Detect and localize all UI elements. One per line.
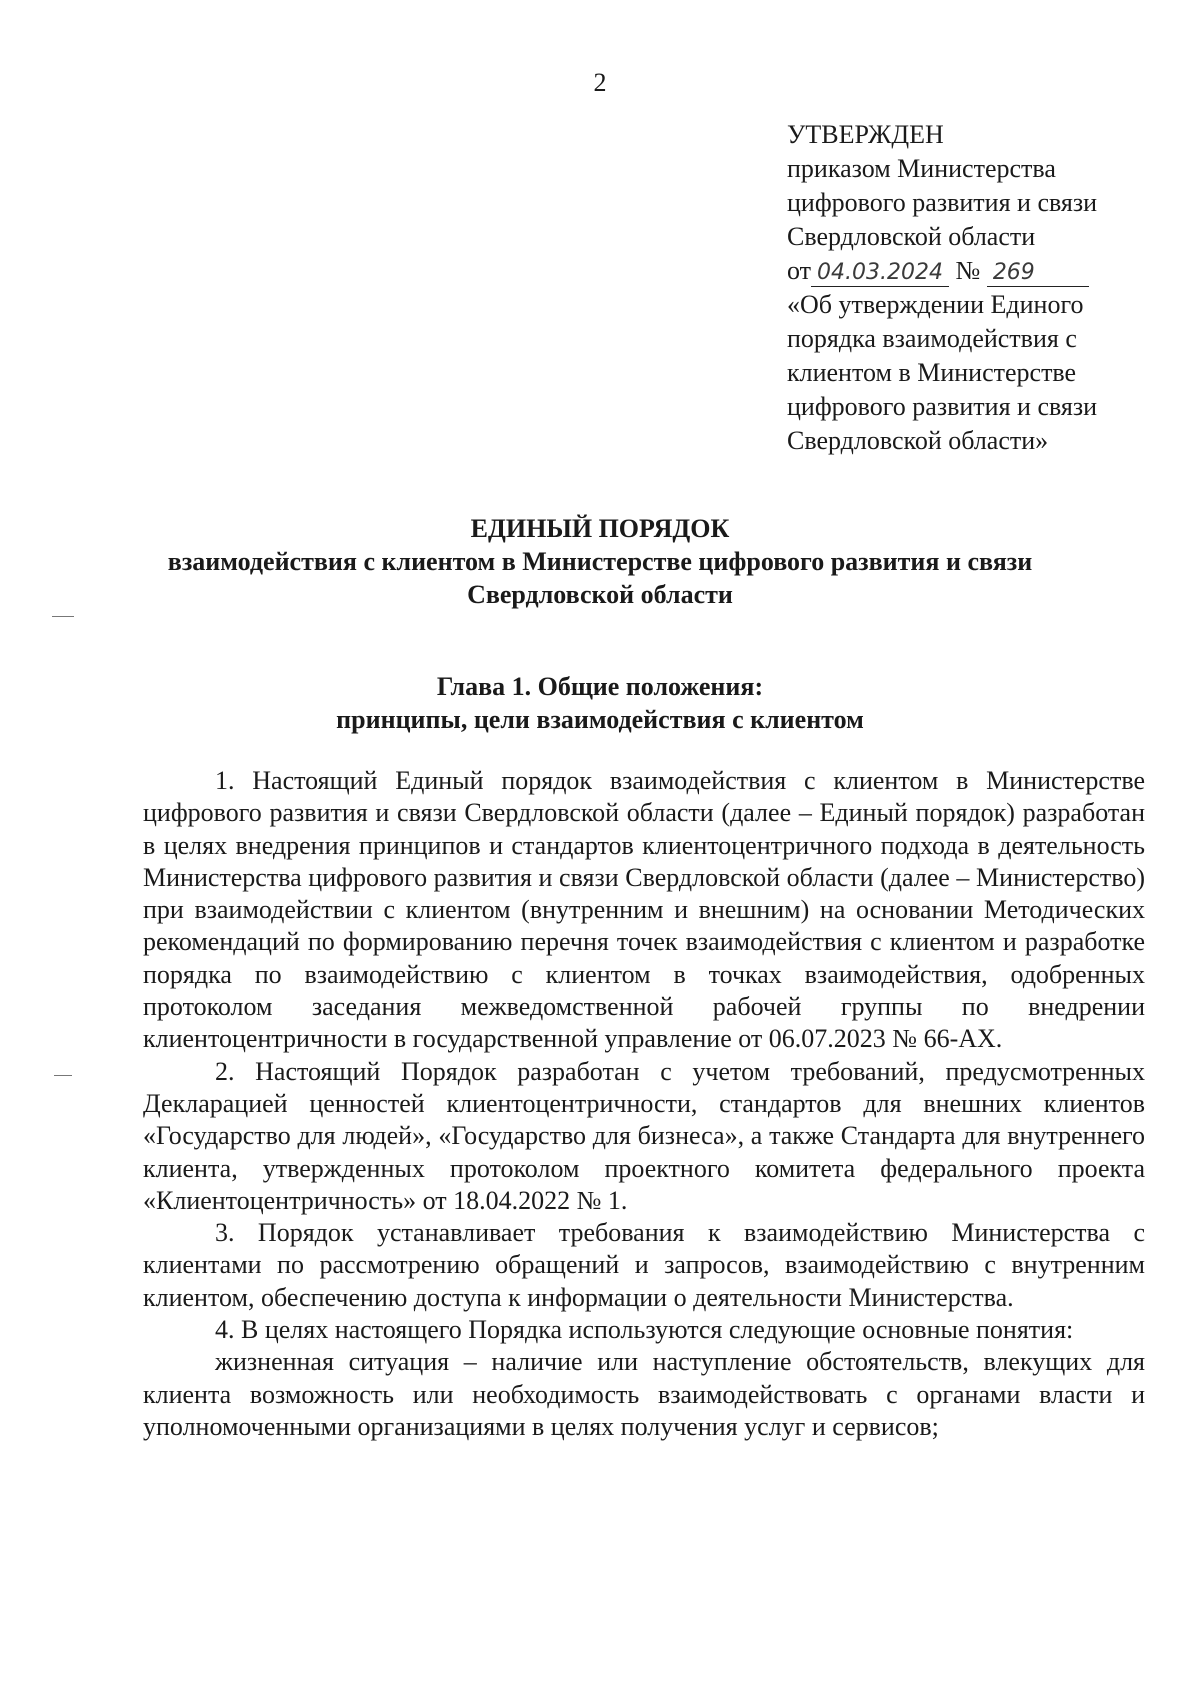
- paragraph: жизненная ситуация – наличие или наступление обстоятельств, влекущих для клиента возможность или необходимость взаимодействовать с органами власти и уполномоченными организациями в целях получения услуг и сервисов;: [143, 1347, 1145, 1441]
- chapter-subtitle: принципы, цели взаимодействия с клиентом: [336, 705, 864, 734]
- approval-line: клиентом в Министерстве: [787, 358, 1077, 387]
- chapter-heading: [0, 670, 1200, 736]
- scan-mark: [52, 616, 74, 617]
- page-number: 2: [593, 68, 607, 97]
- approval-heading: УТВЕРЖДЕН: [787, 120, 944, 149]
- approval-date-line: [787, 254, 1187, 288]
- paragraph: 4. В целях настоящего Порядка используются следующие основные понятия:: [215, 1315, 1074, 1345]
- approval-line: «Об утверждении Единого: [787, 290, 1084, 319]
- approval-line: цифрового развития и связи: [787, 392, 1098, 421]
- approval-line: Свердловской области: [787, 222, 1036, 251]
- handwritten-date: 04.03.2024: [811, 260, 949, 287]
- paragraph: 3. Порядок устанавливает требования к взаимодействию Министерства с клиентами по рассмотрению обращений и запросов, взаимодействию с внутренним клиентом, обеспечению доступа к информации о деятельности Министерства.: [143, 1218, 1145, 1312]
- title-subtitle: Свердловской области: [467, 580, 733, 609]
- handwritten-number: 269: [987, 260, 1089, 287]
- chapter-title: Глава 1. Общие положения:: [436, 672, 764, 701]
- title-main: ЕДИНЫЙ ПОРЯДОК: [470, 514, 730, 543]
- scan-mark: [54, 1075, 72, 1076]
- approval-line: приказом Министерства: [787, 154, 1056, 183]
- document-title: [0, 512, 1200, 611]
- approval-line: Свердловской области»: [787, 426, 1049, 455]
- number-prefix: №: [955, 256, 981, 285]
- approval-line: цифрового развития и связи: [787, 188, 1098, 217]
- approval-stamp-block: [787, 118, 1187, 458]
- date-prefix: от: [787, 256, 812, 285]
- paragraph: 2. Настоящий Порядок разработан с учетом требований, предусмотренных Декларацией ценностей клиентоцентричности, стандартов для внешних клиентов «Государство для людей», «Государство для бизнеса», а также Стандарта для внутреннего клиента, утвержденных протоколом проектного комитета федерального проекта «Клиентоцентричность» от 18.04.2022 № 1.: [143, 1056, 1145, 1215]
- title-subtitle: взаимодействия с клиентом в Министерстве цифрового развития и связи: [167, 547, 1033, 576]
- body-text: [143, 765, 1145, 1443]
- approval-line: порядка взаимодействия с: [787, 324, 1077, 353]
- paragraph: 1. Настоящий Единый порядок взаимодействия с клиентом в Министерстве цифрового развития и связи Свердловской области (далее – Единый порядок) разработан в целях внедрения принципов и стандартов клиентоцентричного подхода в деятельность Министерства цифрового развития и связи Свердловской области (далее – Министерство) при взаимодействии с клиентом (внутренним и внешним) на основании Методических рекомендаций по формированию перечня точек взаимодействия с клиентом и разработке порядка по взаимодействию с клиентом в точках взаимодействия, одобренных протоколом заседания межведомственной рабочей группы по внедрении клиентоцентричности в государственной управление от 06.07.2023 № 66-АХ.: [143, 766, 1145, 1054]
